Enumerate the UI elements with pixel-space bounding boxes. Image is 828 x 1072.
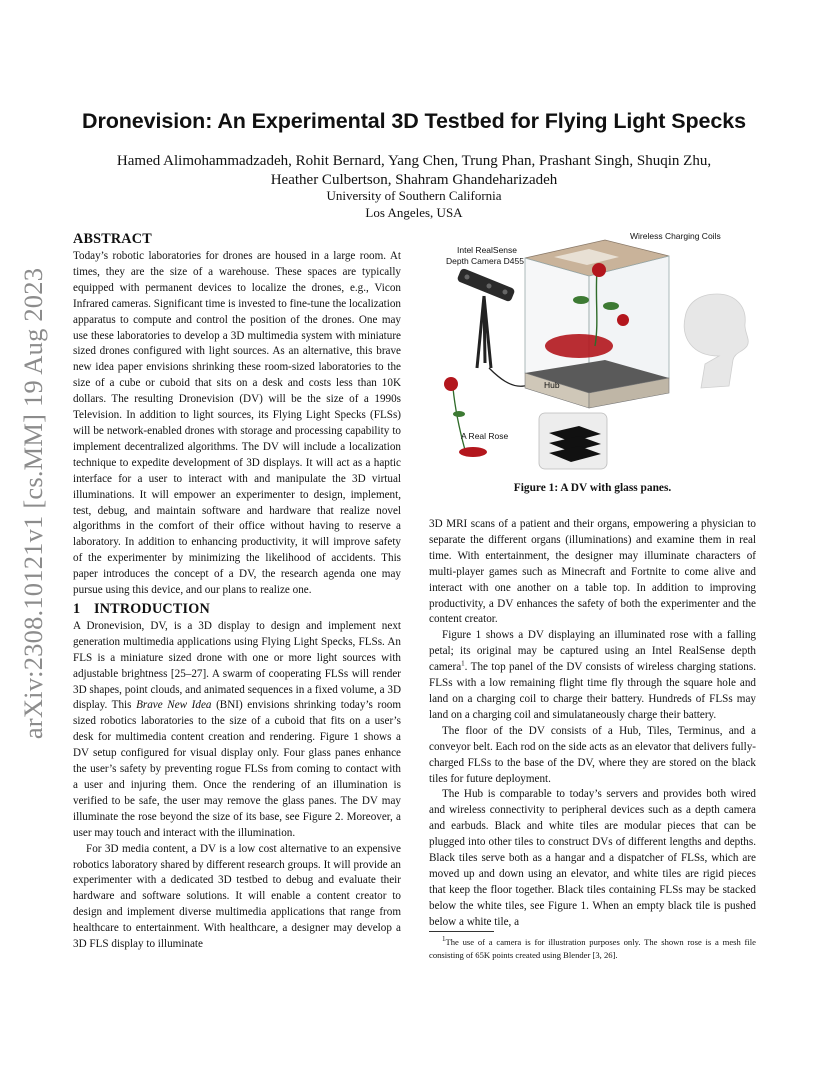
- intro-p1-text-a: A Dronevision, DV, is a 3D display to design and implement next generation multimedia applications using Flying Light Specks, FLSs. An FLS is a miniature sized drone with one or more light sources with adjustable brightness [25–27]. A swarm of cooperating FLSs will render 3D shapes, point clouds, and animated sequences in a fixed volume, a 3D display. This: [73, 619, 401, 712]
- section-title: INTRODUCTION: [94, 600, 210, 617]
- figure-1-caption: Figure 1: A DV with glass panes.: [513, 482, 672, 494]
- footnote-marker[interactable]: 1: [461, 659, 465, 668]
- affiliation: [60, 188, 768, 221]
- right-column: [429, 228, 756, 931]
- abstract-heading: ABSTRACT: [73, 231, 152, 247]
- camera-label-line-1: Intel RealSense: [457, 245, 518, 255]
- paper-title: Dronevision: An Experimental 3D Testbed for Flying Light Specks: [82, 109, 746, 133]
- real-rose-illustration: [444, 377, 487, 457]
- right-paragraph-1: 3D MRI scans of a patient and their organs, empowering a physician to separate the different organs (illuminations) and examine them in real time. With entertainment, the designer may illuminate characters of multi-player games such as Minecraft and Fortnite to come alive and interact with one another on a table top. In addition to improving productivity, a DV enhances the safety of both the experimenter and the content creator.: [429, 518, 756, 626]
- abstract-text: Today’s robotic laboratories for drones are housed in a large room. At times, they are the size of a warehouse. These spaces are typically equipped with permanent devices to localize the drones, e.g., Vicon Infrared cameras. Significant time is invested to fine-tune the localization apparatus to compute and control the position of the drones. One may use these laboratories to develop a 3D multimedia system with miniature sized drones configured with light sources. As an alternative, this brave new idea paper envisions shrinking these room-sized laboratories to the size of a cube or cuboid that sits on a desk and costs less than 10K dollars. The resulting Dronevision (DV) will be the size of a 1990s Television. In addition to light sources, its Flying Light Specks (FLSs) will be network-enabled drones with storage and processing capability to implement decentralized algorithms. The DV will include a localization technique to expedite development of 3D displays. It will act as a haptic interface for a user to interact with and manipulate the 3D virtual illuminations. It will empower an experimenter to design, implement, test, debug, and maintain software and hardware that realize novel algorithms in the comfort of their office without having to reserve a laboratory. In addition to enhancing productivity, it will improve safety of the experimenter by minimizing the likelihood of accidents. This paper introduces the concept of a DV, the research agenda one may pursue using this device, and our plans to realize one.: [73, 250, 401, 597]
- right-p2-text-b: . The top panel of the DV consists of wireless charging stations. FLSs with a low remaining flight time fly through the square hole and land on a charging coil to charge their battery. Hundreds of FLSs may land on a charging coil and simulataneously charge their battery.: [429, 661, 756, 721]
- affiliation-institution: University of Southern California: [326, 188, 502, 203]
- figure-1: [429, 228, 756, 476]
- left-column: [73, 229, 401, 953]
- hub-label: Hub: [544, 380, 560, 390]
- rose-label: A Real Rose: [461, 431, 509, 441]
- tiles-inset-illustration: [539, 413, 607, 469]
- section-number: 1: [73, 600, 81, 617]
- footnote-divider: [429, 931, 494, 932]
- right-p2-text-a: Figure 1 shows a DV displaying an illuminated rose with a falling petal; its original may be captured using an Intel RealSense depth camera: [429, 629, 756, 674]
- footnote-mark: 1: [442, 935, 446, 944]
- intro-paragraph-2: For 3D media content, a DV is a low cost alternative to an expensive robotics laboratory shared by different research groups. It will provide an experimenter with a dedicated 3D testbed to debug and evaluate their hardware and software solutions. It will enable a content creator to design and implement diverse multimedia applications that range from healthcare to entertainment. With healthcare, a designer may develop a 3D FLS display to illuminate: [73, 842, 401, 951]
- intro-paragraph-1: [73, 619, 401, 842]
- figure-1-illustration: [429, 228, 756, 476]
- dronevision-box-illustration: [525, 240, 669, 408]
- introduction-heading: [73, 599, 401, 619]
- author-list: [60, 152, 768, 190]
- camera-label-line-2: Depth Camera D455: [446, 256, 524, 266]
- right-paragraph-3: The floor of the DV consists of a Hub, Tiles, Terminus, and a conveyor belt. Each rod on the side acts as an elevator that delivers fully-charged FLSs to the base of the DV, where they are stored on the black tiles for future deployment.: [429, 724, 756, 785]
- user-head-illustration: [684, 294, 748, 388]
- right-paragraph-2: [429, 628, 756, 723]
- right-column-text: [429, 517, 756, 931]
- footnote: [429, 936, 756, 961]
- footnote-text: The use of a camera is for illustration purposes only. The shown rose is a mesh file consisting of 65K points created using Blender [3, 26].: [429, 937, 756, 960]
- author-line-2: Heather Culbertson, Shahram Ghandeharizadeh: [270, 172, 558, 188]
- arxiv-identifier-stamp[interactable]: [14, 268, 54, 738]
- author-line-1: Hamed Alimohammadzadeh, Rohit Bernard, Yang Chen, Trung Phan, Prashant Singh, Shuqin Zhu,: [116, 153, 712, 169]
- intro-p1-italic: Brave New Idea: [136, 699, 212, 712]
- arxiv-identifier-text: arXiv:2308.10121v1 [cs.MM] 19 Aug 2023: [18, 267, 49, 739]
- affiliation-location: Los Angeles, USA: [365, 204, 463, 220]
- coils-label: Wireless Charging Coils: [630, 231, 721, 241]
- right-paragraph-4: The Hub is comparable to today’s servers and provides both wired and wireless connectivity to peripheral devices such as a depth camera and earbuds. Black and white tiles are modular pieces that can be plugged into other tiles to construct DVs of different lengths and depths. Black tiles serve both as a hangar and a dispatcher of FLSs, which are moved up and down using an elevator, and white tiles are rigid pieces that keep the floor together. Black tiles containing FLSs may be stacked below the white tiles, see Figure 1. When an empty black tile is pushed below a white tile, a: [429, 788, 756, 928]
- intro-p1-text-b: (BNI) envisions shrinking today’s room sized robotics laboratories to the size of a cuboid that fits on a user’s desk for multimedia content creation and rendering. Figure 1 shows a DV setup configured for visual display only. Four glass panes enhance the user’s safety by preventing rogue FLSs from coming to contact with a user and injuring them. Once the rendering of an illumination is verified to be safe, the user may remove the glass panes. The DV may illuminate the rose beyond the size of its base, see Figure 2. Moreover, a user may touch and interact with the illumination.: [73, 699, 401, 839]
